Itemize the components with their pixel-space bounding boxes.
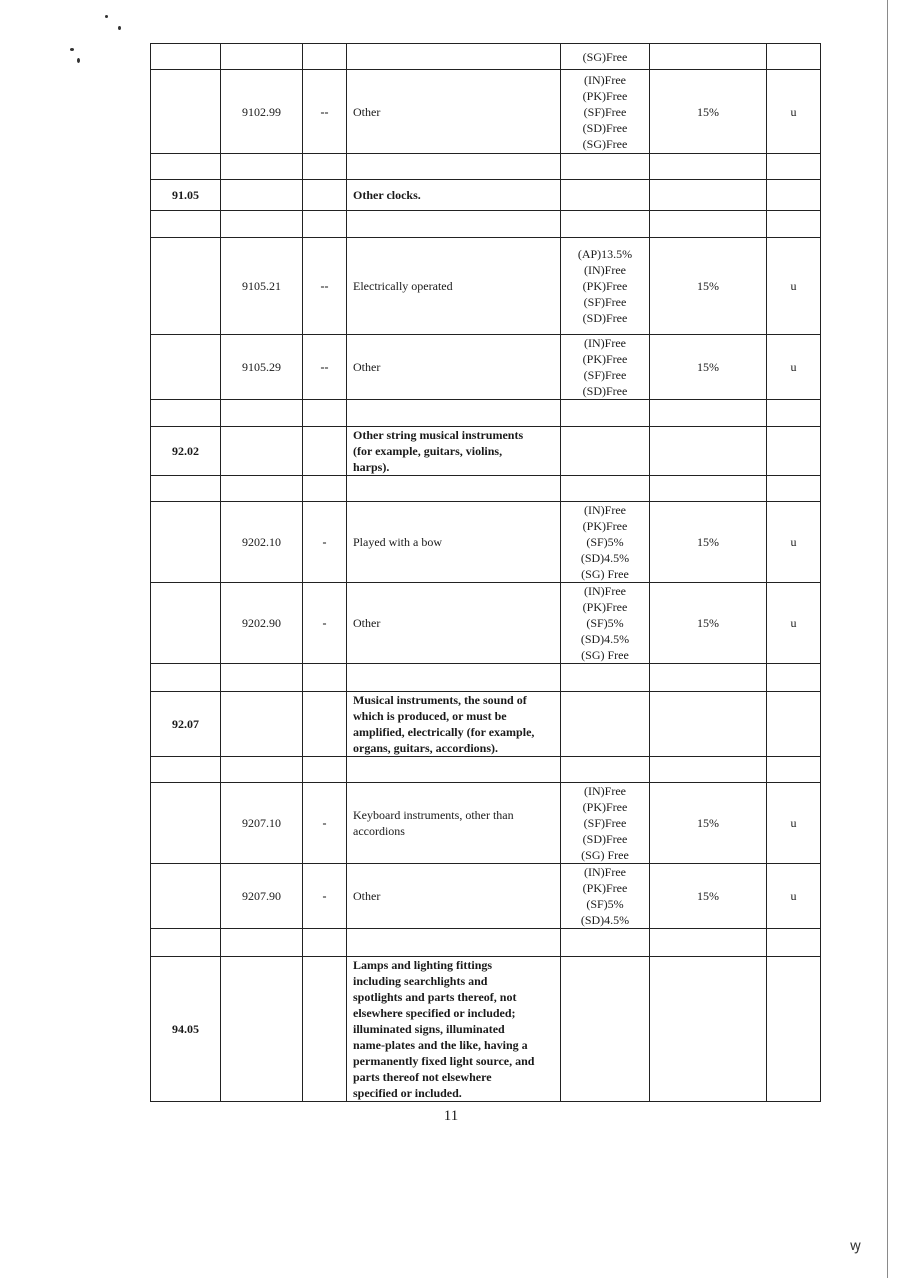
tariff-code-cell [221,211,303,238]
description-cell: Other [347,70,561,154]
indent-dash-cell [303,44,347,70]
preferential-rate: (IN)Free [584,72,626,87]
unit-cell [767,427,821,476]
preferential-rate: (PK)Free [582,600,628,614]
description-cell [347,44,561,70]
description-cell [347,476,561,502]
indent-dash-cell [303,400,347,427]
description-line: amplified, electrically (for example, [353,725,535,739]
description-line: name-plates and the like, having a [353,1038,528,1052]
indent-dash-cell [303,664,347,692]
tariff-code-cell [221,427,303,476]
heading-number-cell [151,44,221,70]
preferential-rate: (IN)Free [584,503,626,517]
description-line: which is produced, or must be [353,709,507,723]
preferential-rate: (SD)Free [582,832,628,846]
description-cell: Played with a bow [347,502,561,583]
duty-rate-cell [650,427,767,476]
description-cell: Other [347,583,561,664]
preferential-rate: (AP)13.5% [577,247,633,261]
tariff-code-cell [221,757,303,783]
indent-dash-cell: - [303,783,347,864]
preferential-rates-cell [561,476,650,502]
duty-rate-cell [650,957,767,1102]
preferential-rate: (SG) Free [581,648,629,662]
indent-dash-cell: - [303,502,347,583]
heading-description [353,187,557,203]
tariff-code-cell [221,400,303,427]
table-row [151,400,821,427]
description-cell [347,154,561,180]
scan-speck [118,26,121,30]
preferential-rate: (IN)Free [584,336,626,350]
description-cell [347,957,561,1102]
heading-number-cell [151,476,221,502]
scan-speck [105,15,108,18]
description-line: Musical instruments, the sound of [353,693,527,707]
preferential-rate: (IN)Free [584,784,626,798]
preferential-rate: (SF)Free [583,368,627,382]
preferential-rate: (IN)Free [584,263,626,277]
preferential-rate: (SF)Free [583,104,627,119]
table-row [151,783,821,864]
indent-dash-cell [303,957,347,1102]
unit-cell [767,929,821,957]
duty-rate-cell: 15% [650,783,767,864]
table-row [151,757,821,783]
table-row [151,957,821,1102]
duty-rate-cell [650,154,767,180]
heading-number-cell [151,335,221,400]
scan-speck [77,58,80,63]
heading-number-cell [151,400,221,427]
preferential-rate: (SG) Free [581,848,629,862]
description-cell [347,400,561,427]
heading-number-cell: 92.07 [151,692,221,757]
unit-cell [767,692,821,757]
heading-number-cell [151,154,221,180]
tariff-code-cell [221,476,303,502]
unit-cell [767,211,821,238]
preferential-rates-cell [561,70,650,154]
preferential-rate: (PK)Free [582,881,628,895]
duty-rate-cell: 15% [650,502,767,583]
page-number: 11 [443,1108,459,1124]
unit-cell: u [767,583,821,664]
table-row [151,335,821,400]
duty-rate-cell [650,476,767,502]
preferential-rate: (SD)Free [582,311,628,325]
preferential-rates-cell [561,238,650,335]
tariff-table [150,43,821,1102]
indent-dash-cell: -- [303,238,347,335]
preferential-rates-cell [561,180,650,211]
preferential-rates-cell [561,427,650,476]
duty-rate-cell [650,44,767,70]
unit-cell: u [767,864,821,929]
duty-rate-cell: 15% [650,335,767,400]
duty-rate-cell [650,400,767,427]
duty-rate-cell: 15% [650,864,767,929]
preferential-rate: (PK)Free [582,352,628,366]
heading-number-cell [151,583,221,664]
description-line: (for example, guitars, violins, [353,444,503,458]
preferential-rate: (SF)Free [583,295,627,309]
heading-number-cell [151,864,221,929]
heading-number-cell [151,502,221,583]
table-row [151,154,821,180]
duty-rate-cell [650,757,767,783]
indent-dash-cell: - [303,864,347,929]
indent-dash-cell [303,929,347,957]
description-cell: Other [347,864,561,929]
preferential-rate: (SD)Free [582,120,628,135]
preferential-rate: (IN)Free [584,584,626,598]
description-line: Other string musical instruments [353,428,524,442]
preferential-rate: (SD)4.5% [580,551,630,565]
description-line: spotlights and parts thereof, not [353,990,517,1004]
corner-handwritten-mark: ꝡ [850,1239,861,1254]
heading-number-cell [151,757,221,783]
description-cell [347,180,561,211]
scan-edge-line [887,0,888,1278]
heading-description [353,692,557,756]
preferential-rate: (SD)4.5% [580,913,630,927]
preferential-rate: (SF)5% [586,535,624,549]
heading-number-cell: 91.05 [151,180,221,211]
unit-cell: u [767,335,821,400]
table-row [151,238,821,335]
preferential-rates-cell [561,400,650,427]
table-row [151,44,821,70]
duty-rate-cell [650,664,767,692]
indent-dash-cell: -- [303,70,347,154]
description-cell: Electrically operated [347,238,561,335]
preferential-rate: (PK)Free [582,88,628,103]
duty-rate-cell [650,211,767,238]
table-row [151,427,821,476]
unit-cell: u [767,783,821,864]
table-row [151,864,821,929]
heading-description [353,427,557,475]
preferential-rate: (SG)Free [582,136,628,151]
description-line: parts thereof not elsewhere [353,1070,492,1084]
tariff-code-cell: 9202.10 [221,502,303,583]
preferential-rate: (SF)Free [583,816,627,830]
preferential-rates-cell [561,783,650,864]
description-line: illuminated signs, illuminated [353,1022,505,1036]
tariff-code-cell: 9102.99 [221,70,303,154]
indent-dash-cell [303,427,347,476]
description-cell [347,427,561,476]
preferential-rate: (SF)5% [586,616,624,630]
preferential-rate: (SF)5% [586,897,624,911]
preferential-rate: (PK)Free [582,279,628,293]
unit-cell [767,180,821,211]
heading-number-cell [151,929,221,957]
unit-cell [767,154,821,180]
preferential-rate: (SD)4.5% [580,632,630,646]
heading-number-cell [151,211,221,238]
heading-number-cell: 94.05 [151,957,221,1102]
duty-rate-cell: 15% [650,70,767,154]
preferential-rate: (PK)Free [582,519,628,533]
unit-cell [767,476,821,502]
unit-cell: u [767,238,821,335]
preferential-rates-cell [561,211,650,238]
scan-speck [70,48,74,51]
duty-rate-cell: 15% [650,238,767,335]
description-line: Other clocks. [353,188,421,202]
heading-number-cell: 92.02 [151,427,221,476]
description-line: organs, guitars, accordions). [353,741,498,755]
indent-dash-cell: - [303,583,347,664]
tariff-code-cell [221,44,303,70]
table-row [151,502,821,583]
preferential-rate: (PK)Free [582,800,628,814]
description-line: specified or included. [353,1086,462,1100]
tariff-code-cell [221,692,303,757]
unit-cell: u [767,502,821,583]
tariff-code-cell: 9105.29 [221,335,303,400]
indent-dash-cell [303,211,347,238]
description-cell [347,929,561,957]
table-row [151,476,821,502]
duty-rate-cell [650,180,767,211]
indent-dash-cell [303,476,347,502]
indent-dash-cell [303,154,347,180]
tariff-code-cell [221,929,303,957]
tariff-code-cell: 9207.90 [221,864,303,929]
table-row [151,180,821,211]
description-cell [347,757,561,783]
tariff-code-cell: 9207.10 [221,783,303,864]
preferential-rates-cell [561,335,650,400]
table-row [151,929,821,957]
heading-description [353,957,557,1101]
preferential-rate: (IN)Free [584,865,626,879]
description-line: elsewhere specified or included; [353,1006,516,1020]
preferential-rates-cell [561,502,650,583]
tariff-code-cell [221,180,303,211]
preferential-rate: (SD)Free [582,384,628,398]
heading-number-cell [151,238,221,335]
preferential-rates-cell [561,957,650,1102]
tariff-code-cell [221,957,303,1102]
description-line: permanently fixed light source, and [353,1054,535,1068]
description-cell [347,664,561,692]
tariff-code-cell [221,154,303,180]
unit-cell [767,44,821,70]
tariff-code-cell: 9105.21 [221,238,303,335]
description-cell: Keyboard instruments, other than accordions [347,783,561,864]
table-row [151,664,821,692]
tariff-code-cell: 9202.90 [221,583,303,664]
duty-rate-cell [650,929,767,957]
description-cell: Other [347,335,561,400]
table-row [151,70,821,154]
duty-rate-cell [650,692,767,757]
preferential-rates-cell [561,583,650,664]
unit-cell: u [767,70,821,154]
preferential-rates-cell [561,664,650,692]
description-line: Lamps and lighting fittings [353,958,493,972]
unit-cell [767,664,821,692]
table-row [151,211,821,238]
indent-dash-cell [303,692,347,757]
tariff-code-cell [221,664,303,692]
table-row [151,583,821,664]
description-line: harps). [353,460,390,474]
heading-number-cell [151,664,221,692]
indent-dash-cell: -- [303,335,347,400]
preferential-rates-cell [561,154,650,180]
unit-cell [767,400,821,427]
preferential-rate: (SG) Free [581,567,629,581]
unit-cell [767,757,821,783]
preferential-rates-cell [561,757,650,783]
preferential-rates-cell [561,44,650,70]
table-row [151,692,821,757]
preferential-rates-cell [561,864,650,929]
preferential-rates-cell [561,692,650,757]
preferential-rate: (SG)Free [582,49,628,64]
description-line: including searchlights and [353,974,488,988]
unit-cell [767,957,821,1102]
indent-dash-cell [303,180,347,211]
indent-dash-cell [303,757,347,783]
preferential-rates-cell [561,929,650,957]
heading-number-cell [151,70,221,154]
duty-rate-cell: 15% [650,583,767,664]
description-cell [347,692,561,757]
description-cell [347,211,561,238]
heading-number-cell [151,783,221,864]
